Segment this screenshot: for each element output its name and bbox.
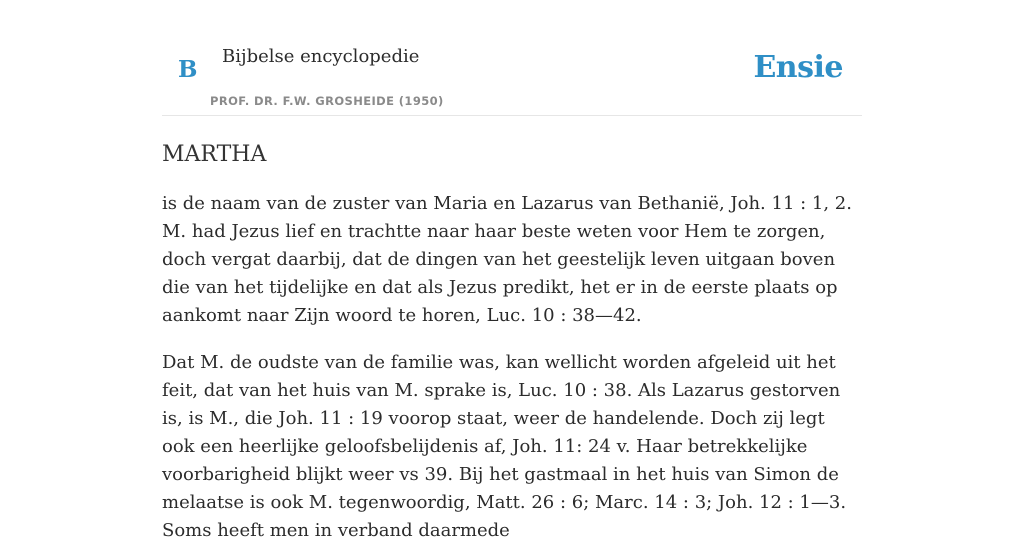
paragraph: is de naam van de zuster van Maria en Lazarus van Bethanië, Joh. 11 : 1, 2. M. had Jezus lief en trachtte naar haar beste weten voor Hem te zorgen, doch vergat daarbij, dat de dingen van het geestelijk leven uitgaan boven die van het tijdelijke en dat als Jezus predikt, het er in de eerste plaats op aankomt naar Zijn woord te horen, Luc. 10 : 38—42. <box>162 193 852 326</box>
book-logo[interactable]: B <box>178 56 198 83</box>
article <box>162 140 862 545</box>
book-author: PROF. DR. F.W. GROSHEIDE (1950) <box>210 94 444 108</box>
book-title[interactable]: Bijbelse encyclopedie <box>222 46 420 67</box>
paragraph: Dat M. de oudste van de familie was, kan wellicht worden afgeleid uit het feit, dat van het huis van M. sprake is, Luc. 10 : 38. Als Lazarus gestorven is, is M., die Joh. 11 : 19 voorop staat, weer de handelende. Doch zij legt ook een heerlijke geloofsbelijdenis af, Joh. 11: 24 v. Haar betrekkelijke voorbarigheid blijkt weer vs 39. Bij het gastmaal in het huis van Simon de melaatse is ook M. tegenwoordig, Matt. 26 : 6; Marc. 14 : 3; Joh. 12 : 1—3. Soms heeft men in verband daarmede <box>162 352 847 541</box>
header <box>162 0 862 116</box>
brand-logo[interactable]: Ensie <box>753 50 843 85</box>
entry-title: MARTHA <box>162 142 267 167</box>
